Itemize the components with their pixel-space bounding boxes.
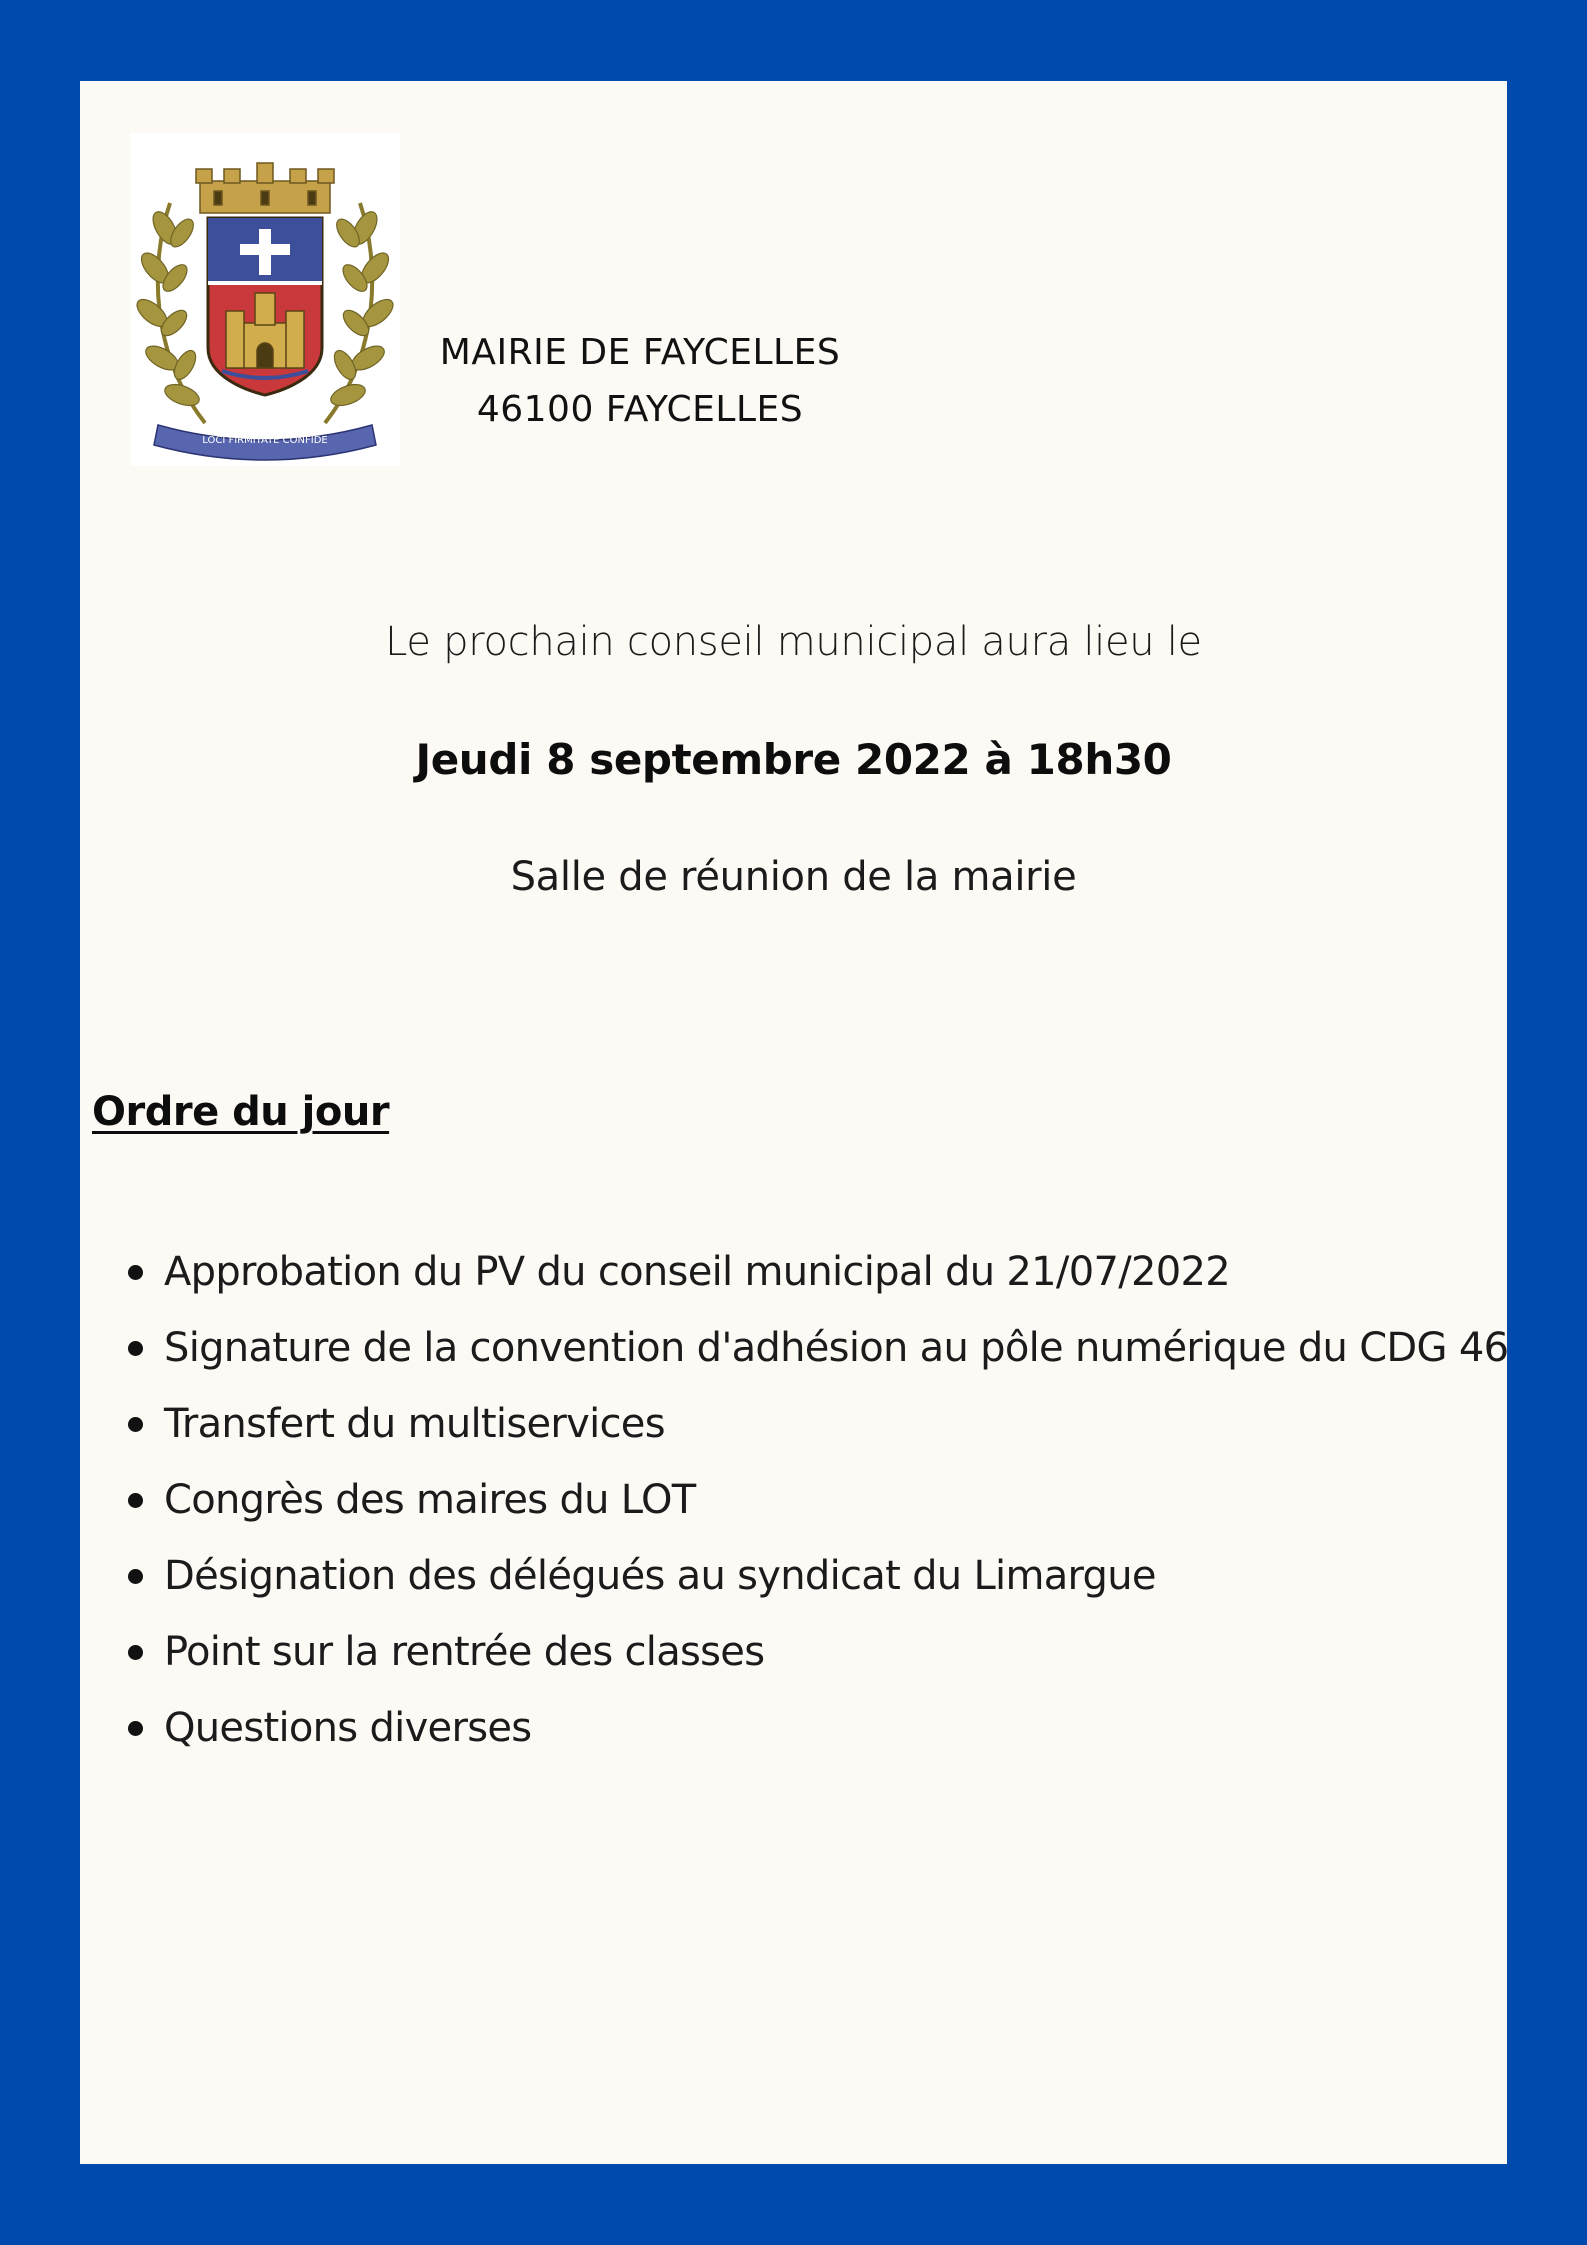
bullet-icon (128, 1341, 143, 1356)
agenda-item (80, 1234, 1508, 1310)
agenda-item-text: Questions diverses (164, 1705, 532, 1751)
agenda-heading: Ordre du jour (92, 1089, 390, 1135)
agenda-item (80, 1538, 1508, 1614)
agenda-item (80, 1310, 1508, 1386)
notice-page (80, 81, 1507, 2164)
agenda-item-text: Point sur la rentrée des classes (164, 1629, 765, 1675)
mairie-name: MAIRIE DE FAYCELLES (439, 332, 841, 373)
mairie-address (410, 324, 870, 438)
bullet-icon (128, 1569, 143, 1584)
bullet-icon (128, 1417, 143, 1432)
agenda-item-text: Signature de la convention d'adhésion au pôle numérique du CDG 46 (164, 1325, 1509, 1371)
agenda-item-text: Congrès des maires du LOT (164, 1477, 696, 1523)
coat-of-arms-icon (130, 133, 400, 466)
agenda-item (80, 1386, 1508, 1462)
bullet-icon (128, 1493, 143, 1508)
agenda-item (80, 1462, 1508, 1538)
agenda-item (80, 1614, 1508, 1690)
bullet-icon (128, 1265, 143, 1280)
agenda-item-text: Approbation du PV du conseil municipal du 21/07/2022 (164, 1249, 1230, 1295)
crest-motto: LOCI FIRMITATE CONFIDE (202, 435, 328, 446)
bullet-icon (128, 1721, 143, 1736)
meeting-place: Salle de réunion de la mairie (510, 854, 1077, 900)
agenda-item-text: Transfert du multiservices (164, 1401, 665, 1447)
mairie-postcode: 46100 FAYCELLES (476, 389, 804, 430)
agenda-list (80, 1234, 1508, 1766)
agenda-item (80, 1690, 1508, 1766)
bullet-icon (128, 1645, 143, 1660)
agenda-item-text: Désignation des délégués au syndicat du Limargue (164, 1553, 1156, 1599)
meeting-date: Jeudi 8 septembre 2022 à 18h30 (415, 735, 1172, 784)
announcement-intro: Le prochain conseil municipal aura lieu le (385, 619, 1202, 665)
